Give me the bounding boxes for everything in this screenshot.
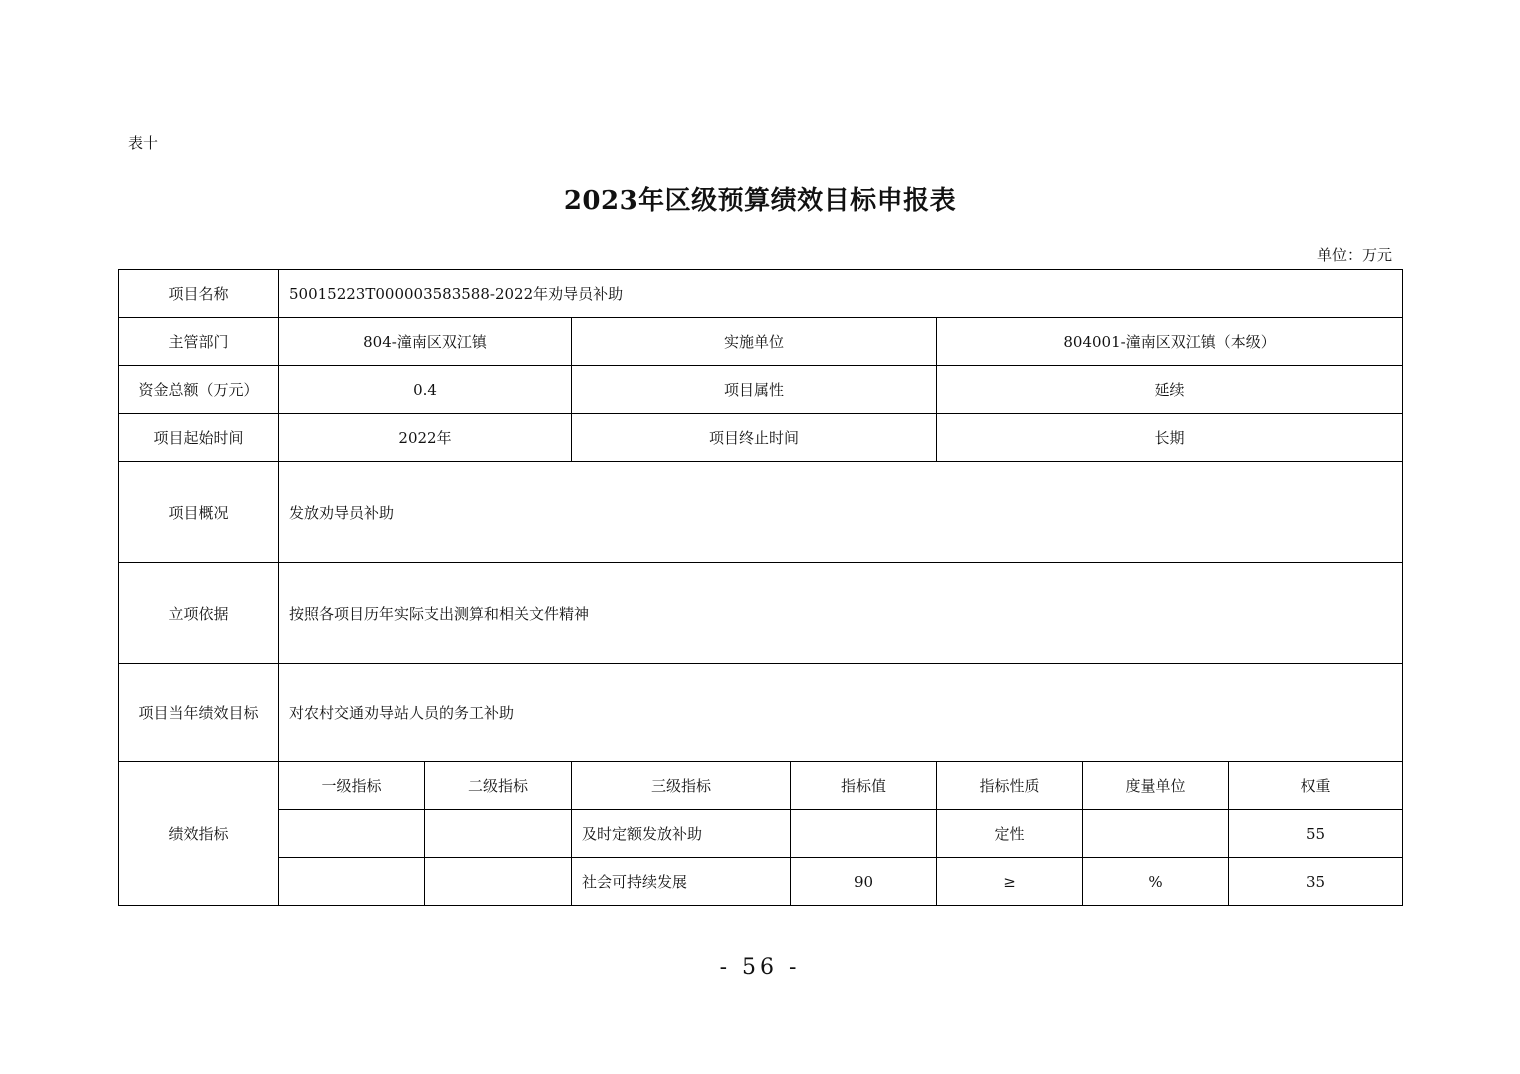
dept-label: 主管部门 — [119, 318, 279, 366]
goal-label: 项目当年绩效目标 — [119, 664, 279, 762]
indicator-nature: 定性 — [937, 810, 1083, 858]
impl-unit-label: 实施单位 — [572, 318, 937, 366]
attr-value: 延续 — [937, 366, 1403, 414]
table-label: 表十 — [128, 134, 159, 152]
page-title: 2023年区级预算绩效目标申报表 — [563, 186, 957, 216]
row-overview — [119, 462, 1403, 563]
overview-value: 发放劝导员补助 — [279, 462, 1403, 563]
indicator-level2 — [425, 858, 572, 906]
page-number: - 56 - — [719, 955, 801, 980]
basis-label: 立项依据 — [119, 563, 279, 664]
project-name-value: 50015223T000003583588-2022年劝导员补助 — [279, 270, 1403, 318]
header-value: 指标值 — [791, 762, 937, 810]
overview-label: 项目概况 — [119, 462, 279, 563]
dept-value: 804-潼南区双江镇 — [279, 318, 572, 366]
row-goal — [119, 664, 1403, 762]
indicator-value — [791, 810, 937, 858]
indicator-nature: ≥ — [937, 858, 1083, 906]
header-level1: 一级指标 — [279, 762, 425, 810]
indicator-level2 — [425, 810, 572, 858]
indicator-weight: 55 — [1229, 810, 1403, 858]
impl-unit-value: 804001-潼南区双江镇（本级） — [937, 318, 1403, 366]
fund-label: 资金总额（万元） — [119, 366, 279, 414]
start-label: 项目起始时间 — [119, 414, 279, 462]
header-weight: 权重 — [1229, 762, 1403, 810]
indicator-level3: 及时定额发放补助 — [572, 810, 791, 858]
indicator-level1 — [279, 810, 425, 858]
indicator-value: 90 — [791, 858, 937, 906]
performance-target-table — [118, 269, 1403, 906]
basis-value: 按照各项目历年实际支出测算和相关文件精神 — [279, 563, 1403, 664]
header-unit: 度量单位 — [1083, 762, 1229, 810]
row-period — [119, 414, 1403, 462]
indicator-row — [119, 858, 1403, 906]
goal-value: 对农村交通劝导站人员的务工补助 — [279, 664, 1403, 762]
attr-label: 项目属性 — [572, 366, 937, 414]
indicator-label: 绩效指标 — [119, 762, 279, 906]
indicator-row — [119, 810, 1403, 858]
unit-note: 单位：万元 — [1316, 246, 1392, 264]
fund-value: 0.4 — [279, 366, 572, 414]
row-project-name — [119, 270, 1403, 318]
header-level2: 二级指标 — [425, 762, 572, 810]
indicator-level3: 社会可持续发展 — [572, 858, 791, 906]
row-basis — [119, 563, 1403, 664]
indicator-unit — [1083, 810, 1229, 858]
project-name-label: 项目名称 — [119, 270, 279, 318]
end-label: 项目终止时间 — [572, 414, 937, 462]
row-fund — [119, 366, 1403, 414]
indicator-weight: 35 — [1229, 858, 1403, 906]
end-value: 长期 — [937, 414, 1403, 462]
indicator-header-row — [119, 762, 1403, 810]
start-value: 2022年 — [279, 414, 572, 462]
row-department — [119, 318, 1403, 366]
indicator-level1 — [279, 858, 425, 906]
indicator-unit: % — [1083, 858, 1229, 906]
header-level3: 三级指标 — [572, 762, 791, 810]
header-nature: 指标性质 — [937, 762, 1083, 810]
